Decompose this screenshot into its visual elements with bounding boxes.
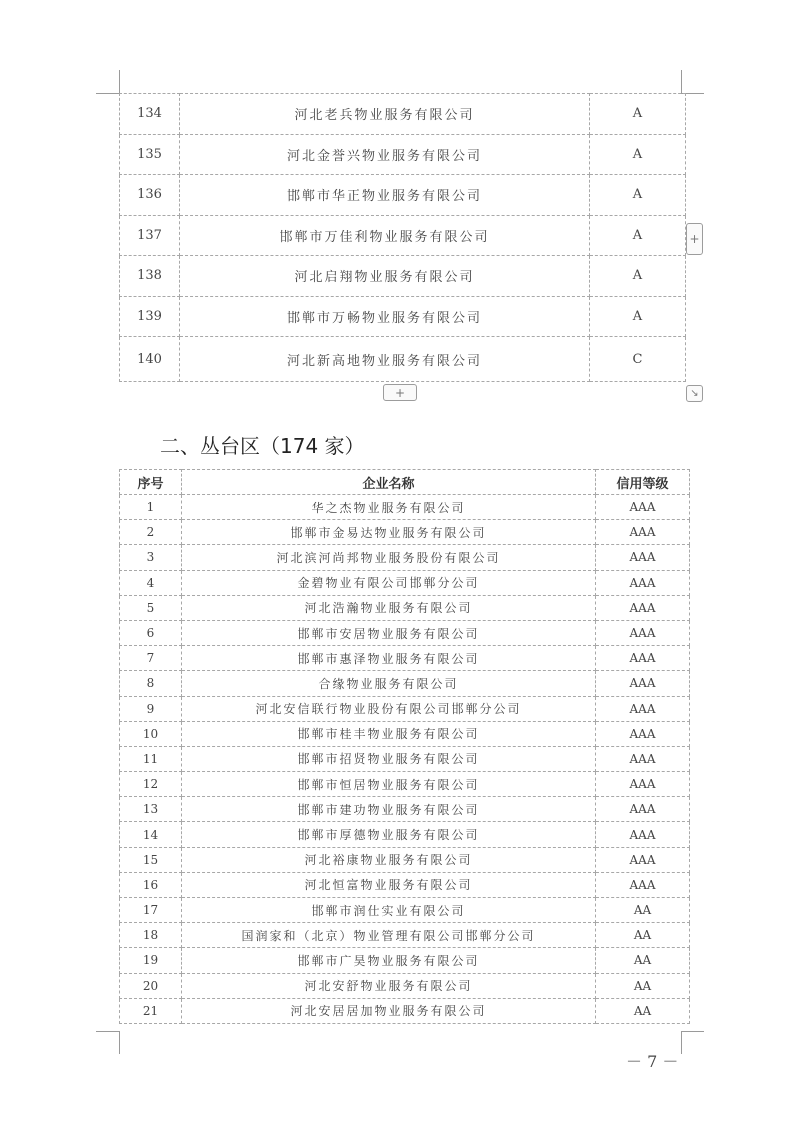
row-number[interactable]: 137 [120, 215, 180, 256]
add-column-button[interactable] [686, 223, 703, 255]
table-row [120, 134, 686, 175]
table-row [120, 296, 686, 337]
credit-grade[interactable]: AA [596, 948, 690, 973]
company-name[interactable]: 河北恒富物业服务有限公司 [182, 872, 596, 897]
table-row [120, 175, 686, 216]
credit-grade[interactable]: AA [596, 998, 690, 1023]
row-number[interactable]: 11 [120, 746, 182, 771]
table-row [120, 746, 690, 771]
credit-grade[interactable]: C [590, 337, 686, 382]
table-row [120, 721, 690, 746]
company-name[interactable]: 河北老兵物业服务有限公司 [180, 94, 590, 135]
row-number[interactable]: 8 [120, 671, 182, 696]
row-number[interactable]: 3 [120, 545, 182, 570]
table-row [120, 898, 690, 923]
table-row [120, 696, 690, 721]
company-name[interactable]: 河北金誉兴物业服务有限公司 [180, 134, 590, 175]
plus-icon: + [394, 385, 406, 400]
company-name[interactable]: 邯郸市金易达物业服务有限公司 [182, 520, 596, 545]
credit-grade[interactable]: AAA [596, 595, 690, 620]
table-row [120, 595, 690, 620]
row-number[interactable]: 18 [120, 923, 182, 948]
table-row [120, 998, 690, 1023]
company-name[interactable]: 邯郸市华正物业服务有限公司 [180, 175, 590, 216]
company-name[interactable]: 邯郸市万畅物业服务有限公司 [180, 296, 590, 337]
credit-grade[interactable]: A [590, 256, 686, 297]
table-header-row [120, 470, 690, 495]
row-number[interactable]: 20 [120, 973, 182, 998]
company-name[interactable]: 邯郸市广昊物业服务有限公司 [182, 948, 596, 973]
table-row [120, 797, 690, 822]
credit-grade[interactable]: AA [596, 923, 690, 948]
company-name[interactable]: 河北新高地物业服务有限公司 [180, 337, 590, 382]
row-number[interactable]: 134 [120, 94, 180, 135]
table-row [120, 973, 690, 998]
table-row [120, 923, 690, 948]
company-name[interactable]: 邯郸市桂丰物业服务有限公司 [182, 721, 596, 746]
row-number[interactable]: 140 [120, 337, 180, 382]
credit-grade[interactable]: AAA [596, 646, 690, 671]
table-row [120, 94, 686, 135]
resize-arrow-icon: ↘ [690, 388, 699, 399]
credit-grade[interactable]: AAA [596, 545, 690, 570]
credit-grade[interactable]: AAA [596, 822, 690, 847]
row-number[interactable]: 1 [120, 495, 182, 520]
company-name[interactable]: 邯郸市厚德物业服务有限公司 [182, 822, 596, 847]
row-number[interactable]: 15 [120, 847, 182, 872]
company-name[interactable]: 邯郸市安居物业服务有限公司 [182, 620, 596, 645]
row-number[interactable]: 7 [120, 646, 182, 671]
continuation-table [119, 93, 686, 382]
company-name[interactable]: 河北安居居加物业服务有限公司 [182, 998, 596, 1023]
credit-grade[interactable]: AAA [596, 520, 690, 545]
credit-grade[interactable]: A [590, 175, 686, 216]
credit-grade[interactable]: AAA [596, 495, 690, 520]
table-row [120, 570, 690, 595]
row-number[interactable]: 17 [120, 898, 182, 923]
company-name[interactable]: 华之杰物业服务有限公司 [182, 495, 596, 520]
row-number[interactable]: 135 [120, 134, 180, 175]
company-name[interactable]: 河北安信联行物业股份有限公司邯郸分公司 [182, 696, 596, 721]
company-name[interactable]: 河北浩瀚物业服务有限公司 [182, 595, 596, 620]
table-row [120, 520, 690, 545]
table-row [120, 620, 690, 645]
credit-grade[interactable]: AA [596, 898, 690, 923]
crop-mark-bottom-left-vertical [119, 1031, 120, 1054]
row-number[interactable]: 138 [120, 256, 180, 297]
crop-mark-top-left-vertical [119, 70, 120, 93]
row-number[interactable]: 6 [120, 620, 182, 645]
table-row [120, 495, 690, 520]
section-heading: 二、丛台区（174 家） [160, 434, 365, 458]
company-name[interactable]: 河北滨河尚邦物业服务股份有限公司 [182, 545, 596, 570]
table-row [120, 847, 690, 872]
company-name[interactable]: 邯郸市惠泽物业服务有限公司 [182, 646, 596, 671]
company-name[interactable]: 国润家和（北京）物业管理有限公司邯郸分公司 [182, 923, 596, 948]
row-number[interactable]: 10 [120, 721, 182, 746]
table-row [120, 545, 690, 570]
company-name[interactable]: 邯郸市润仕实业有限公司 [182, 898, 596, 923]
crop-mark-top-left-horizontal [96, 93, 119, 94]
plus-icon: + [689, 232, 700, 246]
company-name[interactable]: 邯郸市招贤物业服务有限公司 [182, 746, 596, 771]
crop-mark-bottom-right-vertical [681, 1031, 682, 1054]
company-name[interactable]: 合缘物业服务有限公司 [182, 671, 596, 696]
credit-grade[interactable]: A [590, 215, 686, 256]
credit-grade[interactable]: A [590, 134, 686, 175]
row-number[interactable]: 13 [120, 797, 182, 822]
credit-grade[interactable]: A [590, 296, 686, 337]
credit-grade[interactable]: AAA [596, 721, 690, 746]
credit-grade[interactable]: AAA [596, 570, 690, 595]
table-row [120, 646, 690, 671]
credit-grade[interactable]: AA [596, 973, 690, 998]
row-number[interactable]: 9 [120, 696, 182, 721]
row-number[interactable]: 5 [120, 595, 182, 620]
column-header-credit-grade: 信用等级 [596, 470, 690, 495]
credit-grade[interactable]: AAA [596, 620, 690, 645]
credit-grade[interactable]: AAA [596, 847, 690, 872]
row-number[interactable]: 16 [120, 872, 182, 897]
table-row [120, 671, 690, 696]
row-number[interactable]: 136 [120, 175, 180, 216]
company-name[interactable]: 河北启翔物业服务有限公司 [180, 256, 590, 297]
company-credit-table [119, 469, 690, 1024]
row-number[interactable]: 4 [120, 570, 182, 595]
crop-mark-bottom-right-horizontal [681, 1031, 704, 1032]
row-number[interactable]: 2 [120, 520, 182, 545]
credit-grade[interactable]: AAA [596, 696, 690, 721]
company-name[interactable]: 邯郸市恒居物业服务有限公司 [182, 772, 596, 797]
crop-mark-bottom-left-horizontal [96, 1031, 119, 1032]
column-header-number: 序号 [120, 470, 182, 495]
credit-grade[interactable]: AAA [596, 772, 690, 797]
table-row [120, 772, 690, 797]
company-name[interactable]: 河北裕康物业服务有限公司 [182, 847, 596, 872]
company-name[interactable]: 邯郸市万佳利物业服务有限公司 [180, 215, 590, 256]
table-row [120, 256, 686, 297]
company-name[interactable]: 河北安舒物业服务有限公司 [182, 973, 596, 998]
credit-grade[interactable]: AAA [596, 671, 690, 696]
crop-mark-top-right-vertical [681, 70, 682, 93]
credit-grade[interactable]: AAA [596, 872, 690, 897]
row-number[interactable]: 21 [120, 998, 182, 1023]
page-number: － 7 － [626, 1052, 679, 1071]
column-header-company-name: 企业名称 [182, 470, 596, 495]
add-row-button[interactable] [383, 384, 417, 401]
table-resize-handle[interactable] [686, 385, 703, 402]
row-number[interactable]: 12 [120, 772, 182, 797]
table-row [120, 337, 686, 382]
company-name[interactable]: 邯郸市建功物业服务有限公司 [182, 797, 596, 822]
row-number[interactable]: 14 [120, 822, 182, 847]
row-number[interactable]: 19 [120, 948, 182, 973]
table-row [120, 872, 690, 897]
table-row [120, 215, 686, 256]
table-row [120, 822, 690, 847]
credit-grade[interactable]: AAA [596, 746, 690, 771]
company-name[interactable]: 金碧物业有限公司邯郸分公司 [182, 570, 596, 595]
table-row [120, 948, 690, 973]
credit-grade[interactable]: AAA [596, 797, 690, 822]
row-number[interactable]: 139 [120, 296, 180, 337]
credit-grade[interactable]: A [590, 94, 686, 135]
